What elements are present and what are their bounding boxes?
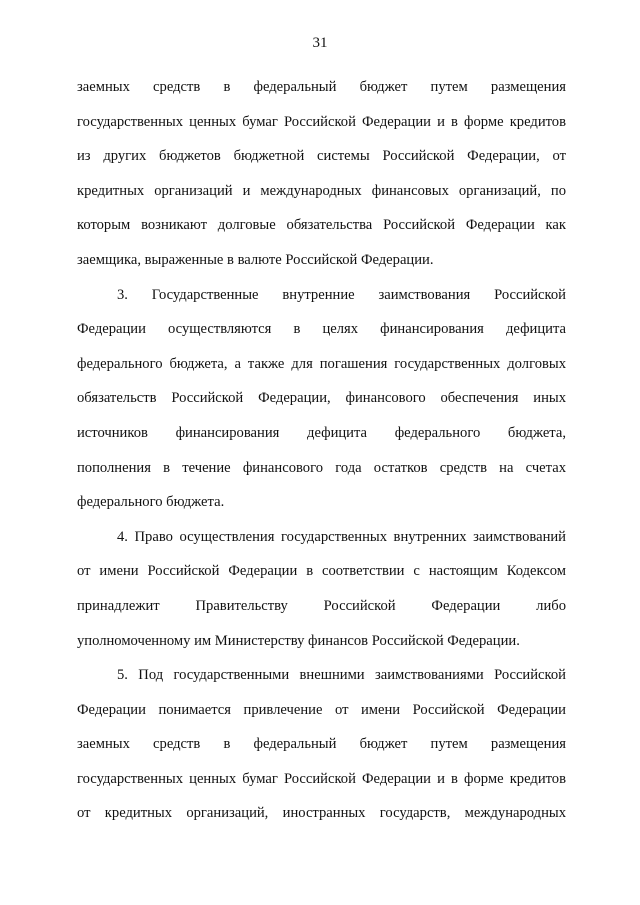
- text-line: Федерации понимается привлечение от имени Российской Федерации: [77, 701, 566, 718]
- paragraph-3-line: 3. Государственные внутренние заимствования Российской: [117, 286, 566, 303]
- text-line: заемных средств в федеральный бюджет путем размещения: [77, 79, 566, 95]
- text-line: заемных средств в федеральный бюджет путем размещения: [77, 736, 566, 753]
- text-line: от кредитных организаций, иностранных государств, международных: [77, 805, 566, 822]
- text-line: обязательств Российской Федерации, финансового обеспечения иных: [77, 390, 566, 407]
- text-line: которым возникают долговые обязательства Российской Федерации как: [77, 217, 566, 234]
- text-line: Федерации осуществляются в целях финансирования дефицита: [77, 321, 566, 338]
- text-line: уполномоченному им Министерству финансов Российской Федерации.: [77, 632, 520, 649]
- text-line: пополнения в течение финансового года остатков средств на счетах: [77, 459, 566, 476]
- paragraph-5-line: 5. Под государственными внешними заимствованиями Российской: [117, 667, 566, 684]
- paragraph-4-line: 4. Право осуществления государственных внутренних заимствований: [117, 528, 566, 545]
- text-line: государственных ценных бумаг Российской Федерации и в форме кредитов: [77, 770, 566, 787]
- text-line: из других бюджетов бюджетной системы Российской Федерации, от: [77, 148, 566, 165]
- document-body: [77, 70, 566, 831]
- text-line: федерального бюджета.: [77, 494, 225, 511]
- page-number: 31: [312, 35, 328, 51]
- text-line: от имени Российской Федерации в соответствии с настоящим Кодексом: [77, 563, 566, 580]
- text-line: источников финансирования дефицита федерального бюджета,: [77, 424, 566, 441]
- text-line: заемщика, выраженные в валюте Российской Федерации.: [77, 251, 434, 268]
- text-line: принадлежит Правительству Российской Федерации либо: [77, 597, 566, 614]
- text-line: кредитных организаций и международных финансовых организаций, по: [77, 182, 566, 199]
- text-line: федерального бюджета, а также для погашения государственных долговых: [77, 355, 566, 372]
- text-line: государственных ценных бумаг Российской Федерации и в форме кредитов: [77, 113, 566, 130]
